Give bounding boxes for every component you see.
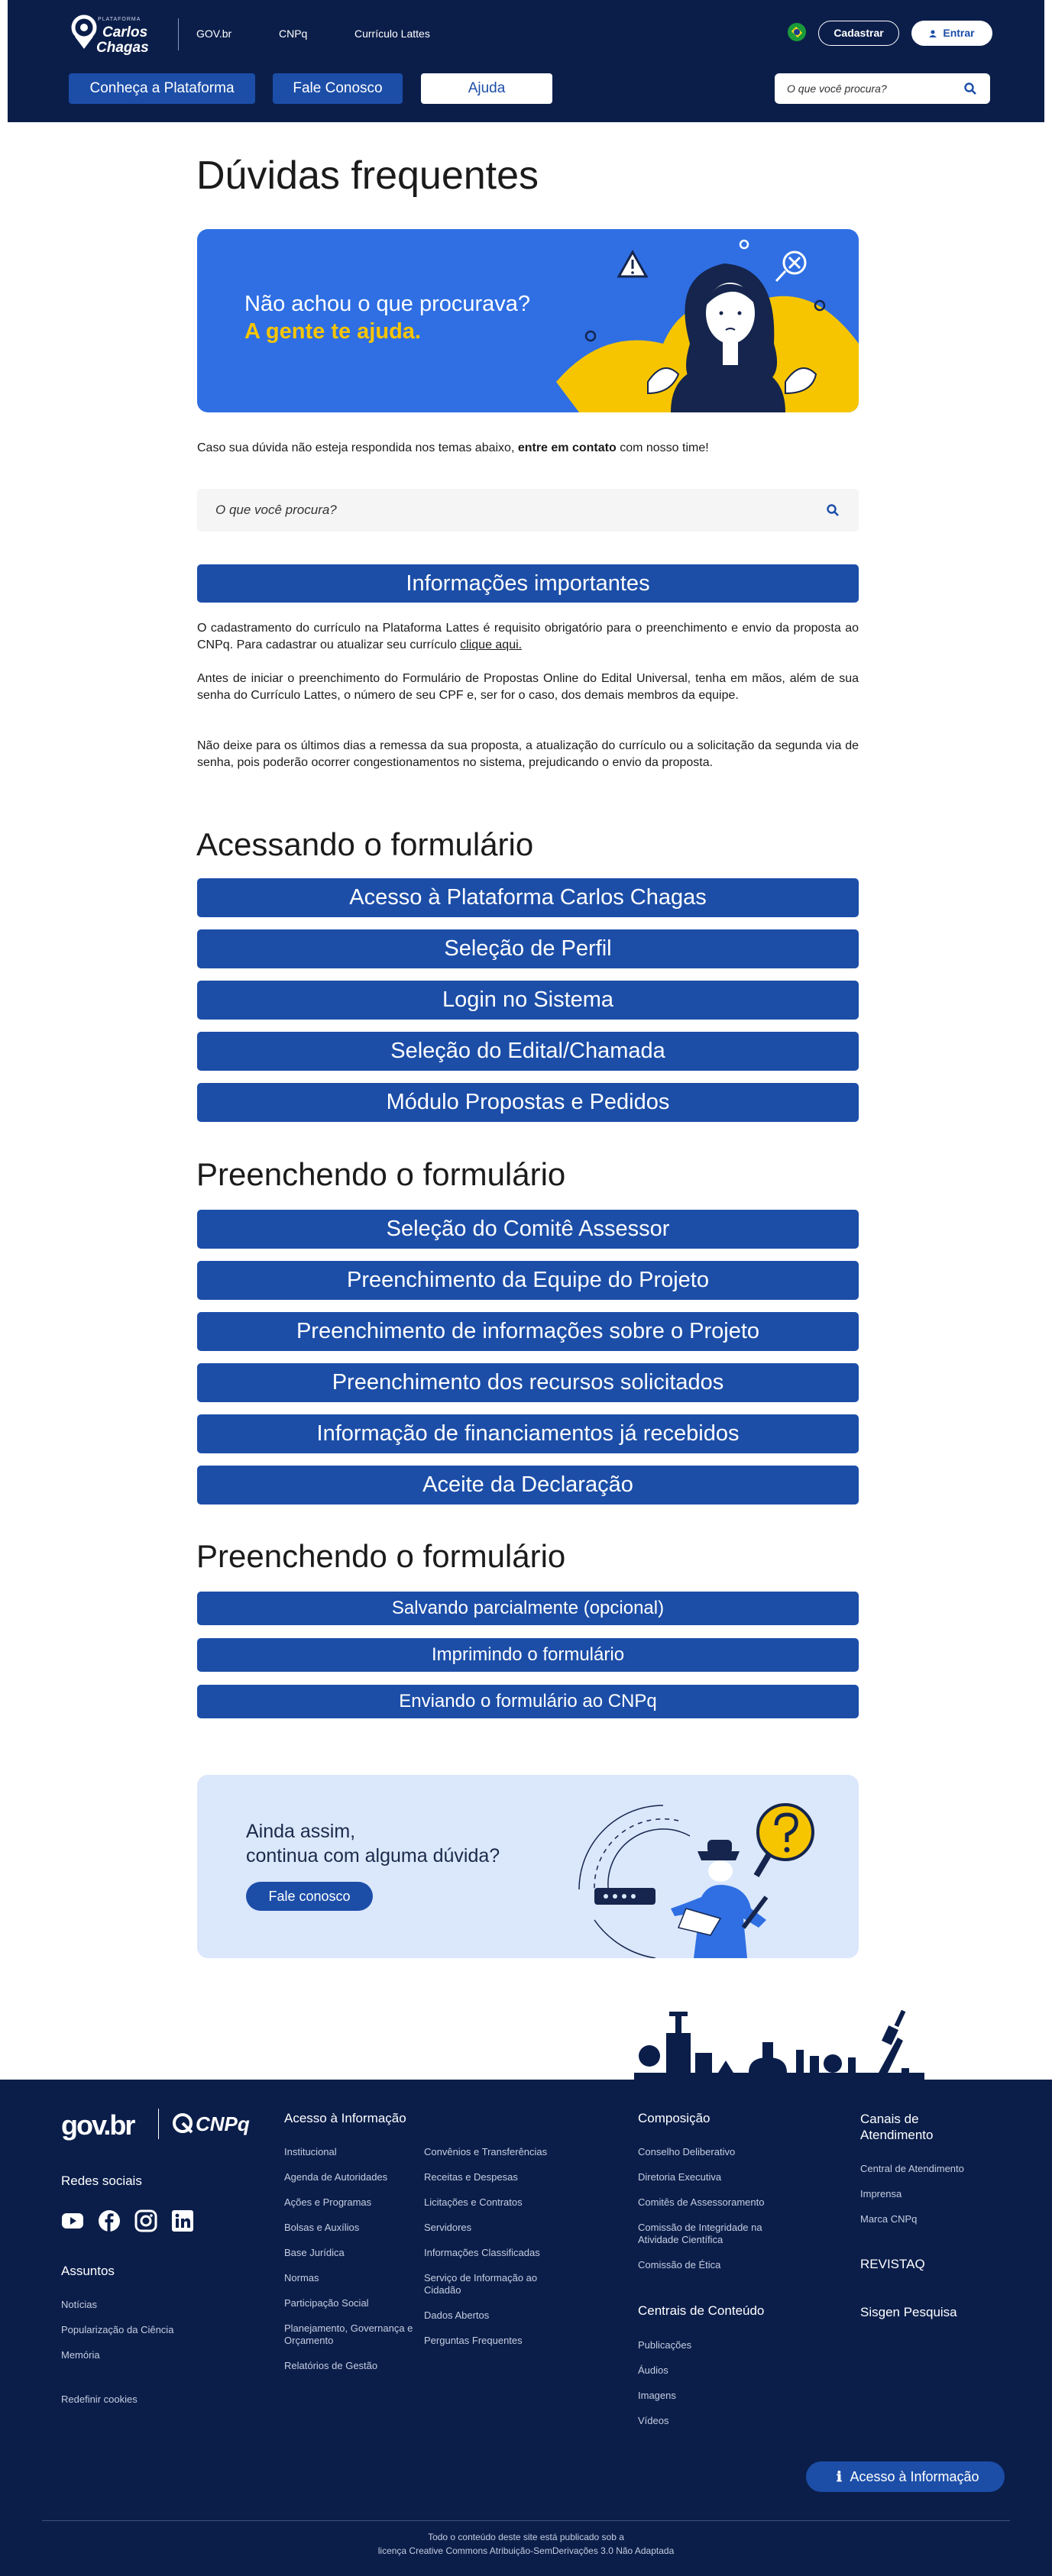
important-info-header[interactable]: Informações importantes	[197, 564, 859, 603]
fale-conosco-button[interactable]: Fale conosco	[246, 1882, 373, 1911]
search-icon[interactable]	[827, 504, 839, 516]
contact-card	[197, 1775, 859, 1958]
nav-conheca-plataforma[interactable]: Conheça a Plataforma	[69, 73, 255, 104]
faq-item[interactable]: Informação de financiamentos já recebidos	[197, 1414, 859, 1453]
cadastrar-button[interactable]: Cadastrar	[818, 21, 899, 46]
detective-illustration-icon	[564, 1775, 859, 1958]
faq-item[interactable]: Preenchimento dos recursos solicitados	[197, 1363, 859, 1402]
footer-link[interactable]: Memória	[61, 2349, 100, 2361]
govbr-logo[interactable]: gov.br	[61, 2109, 134, 2141]
clique-aqui-link[interactable]: clique aqui.	[460, 638, 523, 651]
footer-link[interactable]: Normas	[284, 2272, 319, 2283]
footer-link[interactable]: Informações Classificadas	[424, 2247, 540, 2258]
composicao-title: Composição	[638, 2111, 711, 2125]
sisgen-link[interactable]: Sisgen Pesquisa	[860, 2305, 957, 2319]
entrar-button[interactable]	[911, 21, 992, 46]
footer-divider	[42, 2520, 1010, 2521]
revistaq-link[interactable]: REVISTAQ	[860, 2257, 925, 2271]
license-line1: Todo o conteúdo deste site está publicado sob a	[428, 2532, 624, 2542]
intro-text	[197, 441, 709, 455]
faq-item[interactable]: Aceite da Declaração	[197, 1466, 859, 1505]
faq-item[interactable]: Seleção do Comitê Assessor	[197, 1210, 859, 1249]
site-header	[8, 0, 1044, 122]
assuntos-title: Assuntos	[61, 2264, 115, 2278]
footer-link[interactable]: Receitas e Despesas	[424, 2171, 518, 2183]
nav-ajuda[interactable]: Ajuda	[421, 73, 552, 104]
acesso-informacao-title: Acesso à Informação	[284, 2111, 406, 2125]
important-paragraph-1	[197, 620, 859, 654]
footer-link[interactable]: Servidores	[424, 2222, 472, 2233]
footer-link[interactable]: Vídeos	[638, 2415, 669, 2426]
cnpq-logo[interactable]: CNPq	[196, 2112, 250, 2135]
footer-logo-divider	[158, 2109, 159, 2139]
footer-link[interactable]: Serviço de Informação ao Cidadão	[424, 2272, 538, 2296]
footer-link[interactable]: Perguntas Frequentes	[424, 2335, 523, 2346]
faq-search	[197, 489, 859, 532]
footer-link[interactable]: Ações e Programas	[284, 2196, 372, 2208]
footer-link[interactable]: Participação Social	[284, 2297, 369, 2309]
footer-link[interactable]: Marca CNPq	[860, 2213, 918, 2225]
intro-after: com nosso time!	[616, 441, 709, 454]
carlos-chagas-logo[interactable]	[67, 9, 167, 55]
centrais-conteudo-title: Centrais de Conteúdo	[638, 2303, 765, 2318]
footer-link[interactable]: Planejamento, Governança e Orçamento	[284, 2322, 413, 2346]
faq-item[interactable]: Preenchimento de informações sobre o Projeto	[197, 1312, 859, 1351]
footer-link[interactable]: Comissão de Integridade na Atividade Científica	[638, 2222, 762, 2245]
acesso-informacao-button[interactable]	[806, 2461, 1005, 2492]
link-govbr[interactable]: GOV.br	[196, 27, 232, 40]
footer-link[interactable]: Notícias	[61, 2299, 97, 2310]
link-curriculo-lattes[interactable]: Currículo Lattes	[354, 27, 430, 40]
faq-search-input[interactable]	[215, 489, 750, 532]
important-paragraph-3: Não deixe para os últimos dias a remessa da sua proposta, a atualização do currículo ou a solicitação da segunda via de senha, pois poderão ocorrer congestionamentos no sistema, prejudicando o envio da proposta.	[197, 739, 859, 769]
footer-link[interactable]: Publicações	[638, 2339, 692, 2351]
license-line2[interactable]: licença Creative Commons Atribuição-SemDerivações 3.0 Não Adaptada	[377, 2545, 675, 2556]
faq-item[interactable]: Preenchimento da Equipe do Projeto	[197, 1261, 859, 1300]
logo-small-text: PLATAFORMA	[98, 17, 141, 22]
faq-item[interactable]: Enviando o formulário ao CNPq	[197, 1685, 859, 1718]
entrar-label: Entrar	[943, 27, 975, 39]
footer-link[interactable]: Imagens	[638, 2390, 676, 2401]
section-preenchendo-2-title: Preenchendo o formulário	[196, 1538, 566, 1574]
cnpq-logo-icon	[172, 2112, 193, 2134]
footer-link[interactable]: Dados Abertos	[424, 2309, 490, 2321]
faq-item[interactable]: Login no Sistema	[197, 981, 859, 1020]
footer-link[interactable]: Comitês de Assessoramento	[638, 2196, 765, 2208]
footer-link[interactable]: Central de Atendimento	[860, 2163, 964, 2174]
header-search	[775, 73, 990, 104]
header-search-input[interactable]	[787, 73, 955, 104]
footer-link[interactable]: Agenda de Autoridades	[284, 2171, 388, 2183]
page-title: Dúvidas frequentes	[196, 154, 539, 198]
lab-equipment-illustration-icon	[634, 2007, 924, 2080]
woman-illustration-icon	[556, 229, 859, 412]
entre-em-contato-link[interactable]: entre em contato	[517, 441, 617, 454]
footer-link[interactable]: Imprensa	[860, 2188, 902, 2199]
faq-item[interactable]: Imprimindo o formulário	[197, 1638, 859, 1672]
footer-link[interactable]: Licitações e Contratos	[424, 2196, 523, 2208]
youtube-icon[interactable]	[61, 2209, 84, 2232]
section-acessando-title: Acessando o formulário	[196, 826, 534, 862]
link-cnpq[interactable]: CNPq	[279, 27, 308, 40]
footer-link[interactable]: Popularização da Ciência	[61, 2324, 174, 2335]
canais-atendimento-title: Canais de Atendimento	[860, 2112, 934, 2142]
faq-item[interactable]: Seleção do Edital/Chamada	[197, 1032, 859, 1071]
important-p1-text: O cadastramento do currículo na Plataforma Lattes é requisito obrigatório para o preenchimento e envio da proposta ao CNPq. Para cadastrar ou atualizar seu currículo	[197, 622, 859, 651]
instagram-icon[interactable]	[134, 2209, 157, 2232]
footer-link[interactable]: Áudios	[638, 2364, 668, 2376]
brazil-flag-icon[interactable]	[788, 23, 806, 41]
header-divider	[178, 18, 179, 50]
faq-item[interactable]: Módulo Propostas e Pedidos	[197, 1083, 859, 1122]
logo-line1: Carlos	[102, 24, 148, 40]
redefinir-cookies-link[interactable]: Redefinir cookies	[61, 2393, 138, 2405]
redes-sociais-title: Redes sociais	[61, 2174, 142, 2188]
logo-line2: Chagas	[96, 40, 149, 56]
footer-link[interactable]: Comissão de Ética	[638, 2259, 721, 2271]
linkedin-icon[interactable]	[171, 2209, 194, 2232]
intro-before: Caso sua dúvida não esteja respondida nos temas abaixo,	[197, 441, 518, 454]
acesso-button-label: Acesso à Informação	[850, 2469, 979, 2484]
help-banner	[197, 229, 859, 412]
faq-item[interactable]: Salvando parcialmente (opcional)	[197, 1592, 859, 1625]
contact-line1: Ainda assim,	[246, 1821, 356, 1842]
banner-line2: A gente te ajuda.	[244, 319, 421, 344]
footer-link[interactable]: Relatórios de Gestão	[284, 2360, 378, 2371]
footer-link[interactable]: Institucional	[284, 2146, 337, 2157]
footer-link[interactable]: Base Jurídica	[284, 2247, 345, 2258]
banner-line1: Não achou o que procurava?	[244, 292, 531, 316]
section-preenchendo-title: Preenchendo o formulário	[196, 1156, 566, 1192]
faq-item[interactable]: Seleção de Perfil	[197, 929, 859, 968]
facebook-icon[interactable]	[98, 2209, 121, 2232]
footer-link[interactable]: Diretoria Executiva	[638, 2171, 722, 2183]
nav-fale-conosco[interactable]: Fale Conosco	[273, 73, 403, 104]
footer-link[interactable]: Bolsas e Auxílios	[284, 2222, 360, 2233]
info-icon: ℹ	[837, 2469, 842, 2485]
footer-link[interactable]: Conselho Deliberativo	[638, 2146, 736, 2157]
user-icon	[929, 30, 937, 37]
search-icon[interactable]	[964, 82, 976, 95]
important-paragraph-2: Antes de iniciar o preenchimento do Formulário de Propostas Online do Edital Universal, tenha em mãos, além de sua senha do Currículo Lattes, o número de seu CPF e, ser for o caso, dos demais membros da equipe.	[197, 672, 859, 702]
footer-link[interactable]: Convênios e Transferências	[424, 2146, 548, 2157]
contact-line2: continua com alguma dúvida?	[246, 1845, 500, 1867]
faq-item[interactable]: Acesso à Plataforma Carlos Chagas	[197, 878, 859, 917]
